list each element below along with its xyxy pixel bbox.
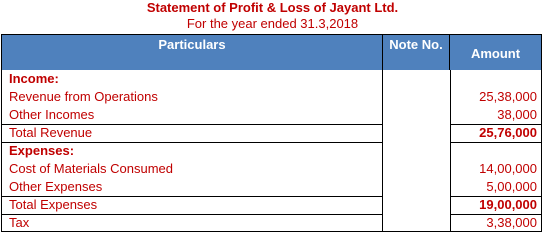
table-row (2, 178, 541, 196)
row-label: Total Revenue (9, 125, 93, 140)
row-label: Other Expenses (9, 179, 103, 194)
row-amount: 25,38,000 (479, 89, 537, 104)
statement-subtitle: For the year ended 31.3,2018 (186, 16, 359, 31)
row-label: Revenue from Operations (9, 89, 158, 104)
row-label: Expenses: (9, 143, 75, 158)
table-row (2, 106, 541, 124)
row-rule (450, 214, 541, 215)
row-amount: 5,00,000 (486, 179, 537, 194)
row-amount: 3,38,000 (486, 215, 537, 230)
row-rule (2, 124, 382, 125)
table-row (2, 142, 541, 160)
statement-table (1, 34, 542, 232)
table-row (2, 214, 541, 232)
row-label: Other Incomes (9, 107, 95, 122)
row-rule (2, 214, 382, 215)
row-amount: 38,000 (497, 107, 537, 122)
table-row (2, 196, 541, 214)
header-note-no: Note No. (382, 35, 450, 70)
table-row (2, 70, 541, 88)
row-rule (450, 142, 541, 143)
row-rule (2, 196, 382, 197)
table-header (2, 35, 541, 70)
row-rule (450, 196, 541, 197)
row-label: Total Expenses (9, 197, 98, 212)
header-particulars: Particulars (158, 37, 226, 52)
row-label: Income: (9, 71, 59, 86)
row-amount: 19,00,000 (479, 197, 537, 212)
statement-title: Statement of Profit & Loss of Jayant Ltd. (146, 0, 399, 15)
row-rule (2, 142, 382, 143)
row-label: Cost of Materials Consumed (9, 161, 174, 176)
row-amount: 14,00,000 (479, 161, 537, 176)
row-rule (450, 124, 541, 125)
table-row (2, 88, 541, 106)
row-amount: 25,76,000 (479, 125, 537, 140)
table-row (2, 124, 541, 142)
table-row (2, 160, 541, 178)
row-label: Tax (9, 215, 30, 230)
header-amount: Amount (470, 46, 521, 61)
